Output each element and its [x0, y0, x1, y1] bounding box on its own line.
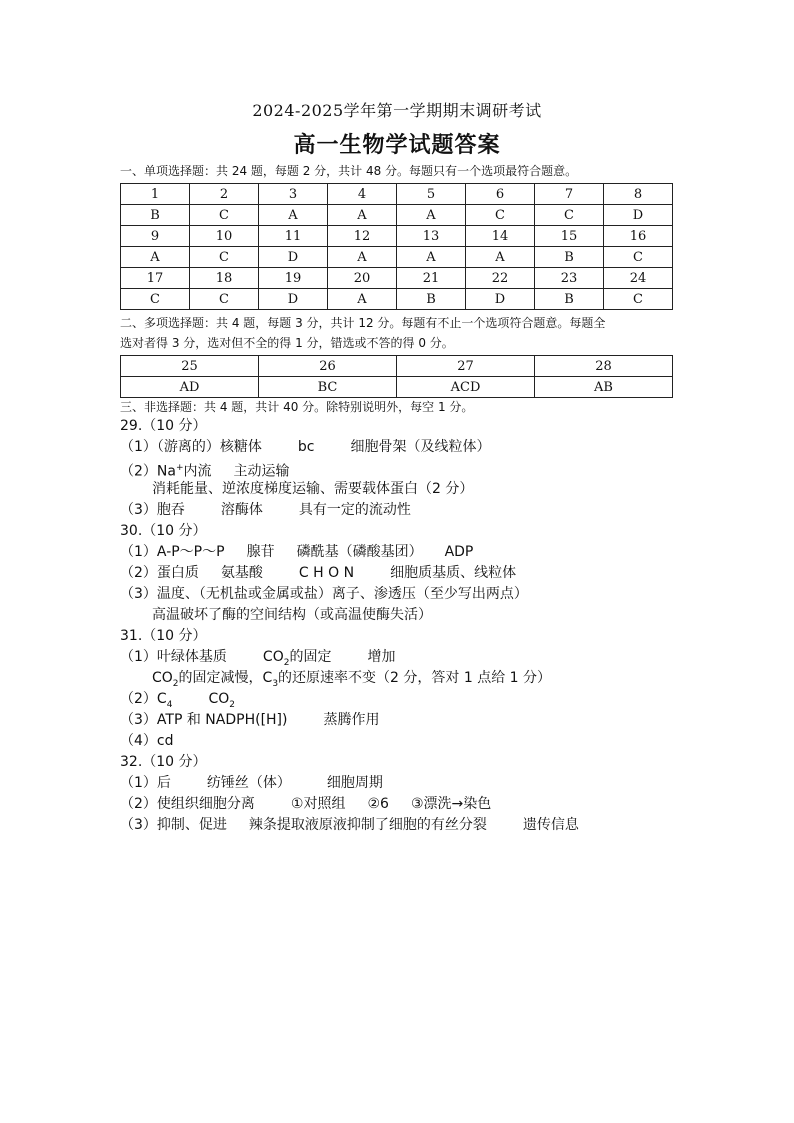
- single-choice-row: [121, 184, 673, 205]
- q32-line2: （2）使组织细胞分离 ①对照组 ②6 ③漂洗→染色: [120, 796, 492, 812]
- single-choice-cell: C: [535, 205, 604, 226]
- single-choice-cell: 12: [328, 226, 397, 247]
- section3-heading: 三、非选择题：共 4 题，共计 40 分。除特别说明外，每空 1 分。: [120, 400, 474, 414]
- single-choice-cell: D: [259, 289, 328, 310]
- multiple-choice-row: [121, 356, 673, 377]
- single-choice-cell: B: [535, 289, 604, 310]
- single-choice-cell: 14: [466, 226, 535, 247]
- single-choice-cell: C: [466, 205, 535, 226]
- single-choice-cell: C: [604, 289, 673, 310]
- single-choice-cell: 2: [190, 184, 259, 205]
- q31-line1: （1）叶绿体基质 $CO_2$的固定 增加: [120, 649, 396, 668]
- q29-line1: （1）（游离的）核糖体 bc 细胞骨架（及线粒体）: [120, 439, 491, 455]
- q30-line1: （1）A-P～P～P 腺苷 磷酰基（磷酸基团） ADP: [120, 544, 474, 560]
- exam-title: 2024-2025学年第一学期期末调研考试: [252, 101, 542, 120]
- single-choice-cell: B: [397, 289, 466, 310]
- single-choice-cell: A: [259, 205, 328, 226]
- single-choice-cell: 16: [604, 226, 673, 247]
- q31-line4: （3）ATP 和 NADPH([H]) 蒸腾作用: [120, 712, 380, 728]
- multiple-choice-cell: ACD: [397, 377, 535, 398]
- single-choice-cell: A: [328, 247, 397, 268]
- single-choice-row: [121, 205, 673, 226]
- multiple-choice-cell: AD: [121, 377, 259, 398]
- multiple-choice-cell: 25: [121, 356, 259, 377]
- single-choice-cell: C: [121, 289, 190, 310]
- single-choice-cell: 18: [190, 268, 259, 289]
- single-choice-row: [121, 268, 673, 289]
- q29-header: 29.（10 分）: [120, 418, 207, 434]
- single-choice-cell: 9: [121, 226, 190, 247]
- multiple-choice-row: [121, 377, 673, 398]
- single-choice-cell: A: [121, 247, 190, 268]
- single-choice-cell: 17: [121, 268, 190, 289]
- single-choice-cell: A: [397, 247, 466, 268]
- multiple-choice-cell: 27: [397, 356, 535, 377]
- single-choice-cell: 21: [397, 268, 466, 289]
- single-choice-cell: 6: [466, 184, 535, 205]
- multiple-choice-cell: AB: [535, 377, 673, 398]
- q32-header: 32.（10 分）: [120, 754, 207, 770]
- section1-heading: 一、单项选择题：共 24 题，每题 2 分，共计 48 分。每题只有一个选项最符合题意。: [120, 164, 578, 178]
- single-choice-cell: A: [466, 247, 535, 268]
- q30-header: 30.（10 分）: [120, 523, 207, 539]
- single-choice-row: [121, 226, 673, 247]
- section2-heading-line1: 二、多项选择题：共 4 题，每题 3 分，共计 12 分。每题有不止一个选项符合题意。每题全: [120, 316, 606, 330]
- single-choice-cell: 3: [259, 184, 328, 205]
- single-choice-cell: 7: [535, 184, 604, 205]
- single-choice-cell: 5: [397, 184, 466, 205]
- single-choice-row: [121, 247, 673, 268]
- single-choice-cell: 19: [259, 268, 328, 289]
- q30-line4: 高温破坏了酶的空间结构（或高温使酶失活）: [152, 607, 432, 623]
- answer-title: 高一生物学试题答案: [293, 132, 501, 158]
- single-choice-table: [120, 183, 673, 310]
- q29-line2: （2）Na+内流 主动运输: [120, 463, 290, 480]
- single-choice-cell: 11: [259, 226, 328, 247]
- single-choice-cell: C: [190, 247, 259, 268]
- single-choice-cell: 20: [328, 268, 397, 289]
- multiple-choice-table: [120, 355, 673, 398]
- single-choice-cell: 22: [466, 268, 535, 289]
- single-choice-cell: D: [466, 289, 535, 310]
- single-choice-cell: 24: [604, 268, 673, 289]
- single-choice-cell: B: [535, 247, 604, 268]
- single-choice-cell: 10: [190, 226, 259, 247]
- q31-line5: （4）cd: [120, 733, 174, 749]
- single-choice-cell: C: [604, 247, 673, 268]
- single-choice-cell: A: [397, 205, 466, 226]
- nonchoice-answers: [120, 416, 760, 836]
- q31-line3: $(2)C_4$ $CO_2$: [120, 691, 235, 710]
- single-choice-cell: 23: [535, 268, 604, 289]
- single-choice-cell: C: [190, 289, 259, 310]
- q29-line4: （3）胞吞 溶酶体 具有一定的流动性: [120, 502, 411, 518]
- single-choice-row: [121, 289, 673, 310]
- q31-line2: $CO_2$的固定减慢，$C_3$的还原速率不变（2 分，答对 1 点给 1 分）: [152, 670, 552, 689]
- single-choice-cell: 13: [397, 226, 466, 247]
- single-choice-cell: D: [259, 247, 328, 268]
- single-choice-cell: D: [604, 205, 673, 226]
- q31-header: 31.（10 分）: [120, 628, 207, 644]
- multiple-choice-cell: BC: [259, 377, 397, 398]
- single-choice-cell: 15: [535, 226, 604, 247]
- section2-heading-line2: 选对者得 3 分，选对但不全的得 1 分，错选或不答的得 0 分。: [120, 336, 454, 350]
- q32-line1: （1）后 纺锤丝（体） 细胞周期: [120, 775, 383, 791]
- single-choice-cell: A: [328, 289, 397, 310]
- single-choice-cell: A: [328, 205, 397, 226]
- single-choice-cell: C: [190, 205, 259, 226]
- multiple-choice-cell: 28: [535, 356, 673, 377]
- q32-line3: （3）抑制、促进 辣条提取液原液抑制了细胞的有丝分裂 遗传信息: [120, 817, 579, 833]
- multiple-choice-cell: 26: [259, 356, 397, 377]
- q29-line3: 消耗能量、逆浓度梯度运输、需要载体蛋白（2 分）: [152, 481, 474, 497]
- single-choice-cell: 8: [604, 184, 673, 205]
- q30-line2: （2）蛋白质 氨基酸 C H O N 细胞质基质、线粒体: [120, 565, 517, 581]
- single-choice-cell: 1: [121, 184, 190, 205]
- single-choice-cell: B: [121, 205, 190, 226]
- q30-line3: （3）温度、（无机盐或金属或盐）离子、渗透压（至少写出两点）: [120, 586, 528, 602]
- single-choice-cell: 4: [328, 184, 397, 205]
